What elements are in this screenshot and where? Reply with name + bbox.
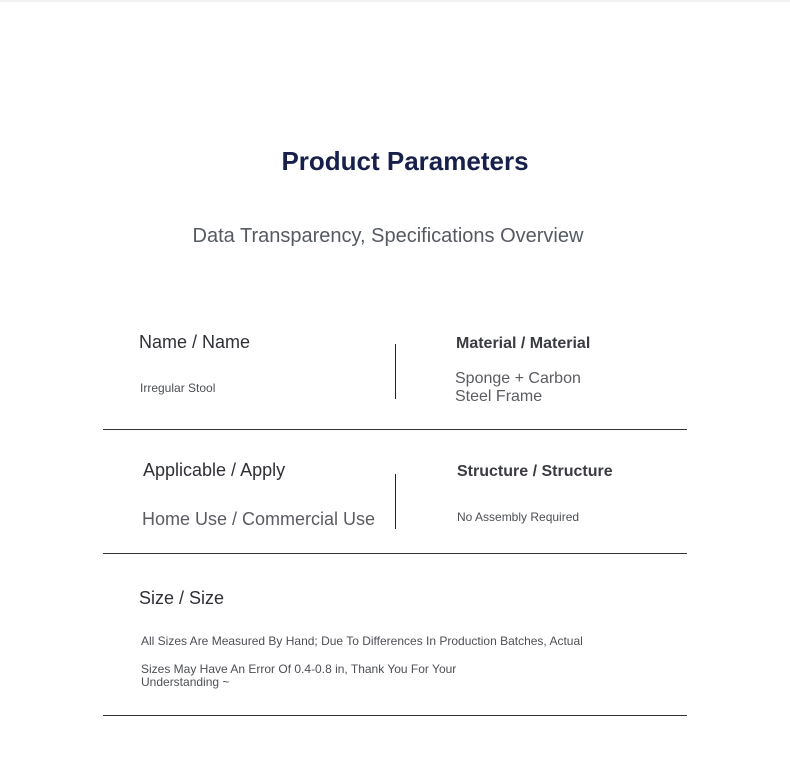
row1-separator xyxy=(103,429,687,430)
name-value: Irregular Stool xyxy=(140,381,216,395)
page-title: Product Parameters xyxy=(281,146,529,176)
top-rule xyxy=(0,0,790,2)
size-note-line3: Understanding ~ xyxy=(141,675,230,689)
page-subtitle: Data Transparency, Specifications Overview xyxy=(192,225,584,247)
apply-label: Applicable / Apply xyxy=(143,460,286,480)
size-label: Size / Size xyxy=(139,588,225,608)
structure-label: Structure / Structure xyxy=(457,463,613,480)
apply-value: Home Use / Commercial Use xyxy=(142,509,376,529)
row1-divider xyxy=(395,344,396,399)
size-note-line1: All Sizes Are Measured By Hand; Due To Differences In Production Batches, Actual xyxy=(141,634,583,648)
material-label: Material / Material xyxy=(456,335,591,352)
material-value-line2: Steel Frame xyxy=(455,388,543,405)
name-label: Name / Name xyxy=(139,332,251,352)
row3-separator xyxy=(103,715,687,716)
row2-separator xyxy=(103,553,687,554)
material-value-line1: Sponge + Carbon xyxy=(455,370,581,387)
size-note-line2: Sizes May Have An Error Of 0.4-0.8 in, Thank You For Your xyxy=(141,662,457,676)
row2-divider xyxy=(395,474,396,529)
structure-value: No Assembly Required xyxy=(457,510,580,524)
